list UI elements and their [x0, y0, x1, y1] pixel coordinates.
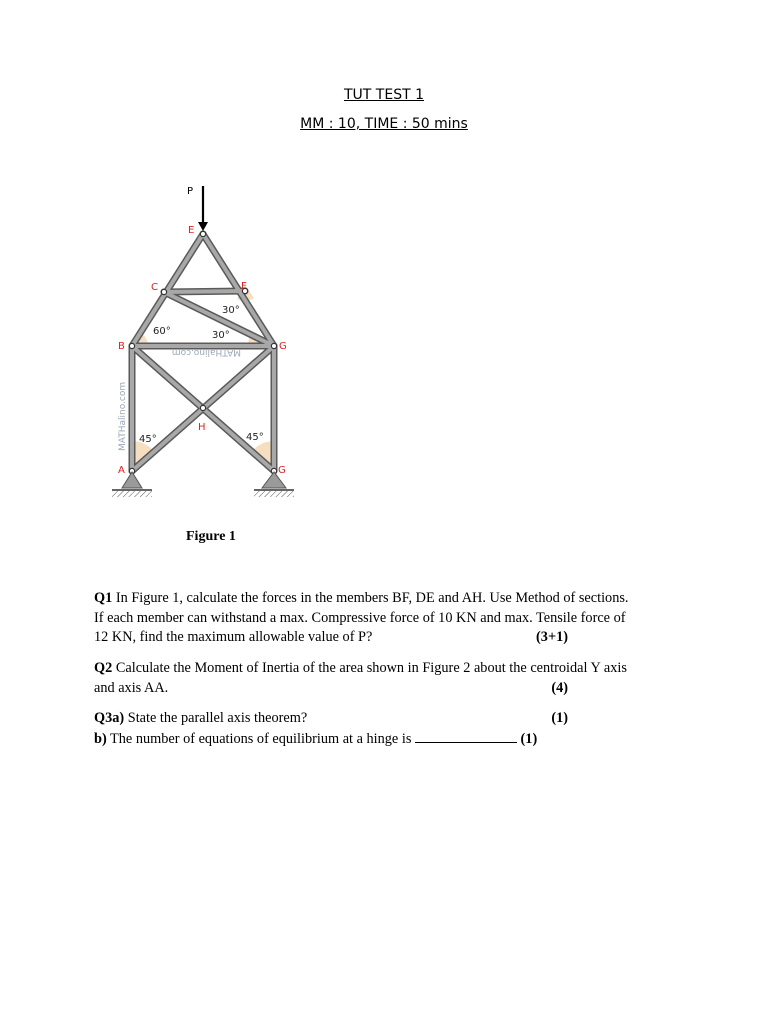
- node-label-F: G: [279, 341, 287, 352]
- question-2: [94, 659, 678, 698]
- angle-label-G: 45°: [246, 432, 264, 443]
- question-1-line-1: In Figure 1, calculate the forces in the members BF, DE and AH. Use Method of sections.: [112, 590, 629, 606]
- truss-diagram: [108, 178, 308, 518]
- truss-figure: [108, 178, 308, 518]
- load-label-P: P: [187, 186, 194, 197]
- question-3b-marks: (1): [520, 730, 538, 747]
- question-2-marks: (4): [551, 679, 568, 696]
- node-label-A: A: [118, 465, 125, 476]
- question-3: [94, 709, 678, 748]
- question-3a-marks: (1): [551, 710, 568, 726]
- support-G: [254, 472, 294, 497]
- test-marks-time: MM : 10, TIME : 50 mins: [300, 116, 468, 132]
- question-1-label: Q1: [94, 590, 113, 606]
- question-1-marks: (3+1): [536, 629, 568, 645]
- node-label-D: E: [188, 225, 195, 236]
- angle-label-F: 30°: [212, 330, 230, 341]
- load-arrow-P: [198, 186, 208, 231]
- question-3b-label: b): [94, 730, 107, 747]
- figure-caption: Figure 1: [186, 529, 236, 544]
- node-label-C: C: [151, 282, 158, 293]
- watermark-inverted: MATHalino.com: [171, 347, 241, 357]
- answer-blank: [415, 729, 517, 743]
- question-3a-text: State the parallel axis theorem?: [124, 710, 308, 726]
- question-2-line-1: Calculate the Moment of Inertia of the area shown in Figure 2 about the centroidal Y axis: [112, 660, 627, 676]
- angle-label-E: 30°: [222, 305, 240, 316]
- question-3a-label: Q3a): [94, 710, 125, 726]
- question-1-line-3: 12 KN, find the maximum allowable value of P?: [94, 629, 373, 645]
- question-1: [94, 589, 678, 648]
- angle-label-A: 45°: [139, 434, 157, 445]
- angle-label-B: 60°: [153, 326, 171, 337]
- node-label-H: H: [198, 422, 206, 433]
- question-1-line-2: If each member can withstand a max. Compressive force of 10 KN and max. Tensile force of: [94, 609, 626, 626]
- node-label-G: G: [278, 465, 286, 476]
- question-2-line-2: and axis AA.: [94, 679, 169, 696]
- question-3b-text: The number of equations of equilibrium at a hinge is: [106, 730, 415, 747]
- question-2-label: Q2: [94, 660, 113, 676]
- test-title: TUT TEST 1: [344, 87, 424, 103]
- member-CE: [164, 291, 245, 292]
- watermark-vertical: MATHalino.com: [118, 381, 128, 451]
- node-label-E: F: [241, 281, 247, 292]
- node-label-B: B: [118, 341, 125, 352]
